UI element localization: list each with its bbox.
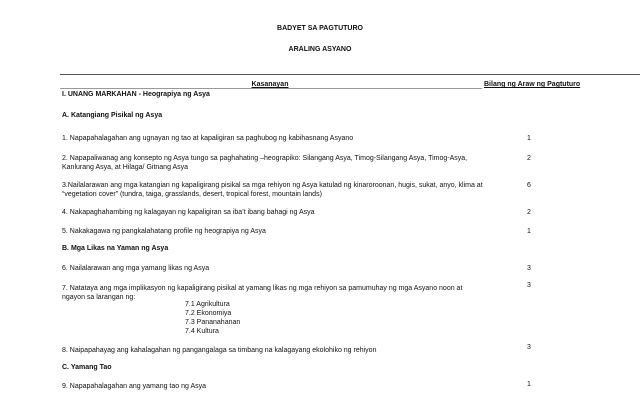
days-value: 1 [527,228,531,235]
table-top-rule [60,74,640,75]
sub-item: 7.2 Ekonomiya [185,310,232,317]
list-item-continued: “vegetation cover” (tundra, taiga, grasslands, desert, tropical forest, mountain lands) [62,191,322,198]
list-item: 4. Nakapaghahambing ng kalagayan ng kapaligiran sa iba’t ibang bahagi ng Asya [62,209,315,216]
document-subtitle: ARALING ASYANO [288,46,352,53]
list-item-continued: ngayon sa larangan ng: [62,294,136,301]
list-item: 3.Nailalarawan ang mga katangian ng kapaligirang pisikal sa mga rehiyon ng Asya katulad ng kinaroroonan, hugis, sukat, anyo, klima at [62,182,483,189]
days-value: 2 [527,209,531,216]
list-item: 6. Nailalarawan ang mga yamang likas ng Asya [62,265,210,272]
column-header-competency: Kasanayan [251,81,289,88]
list-item: 2. Napapaliwanag ang konsepto ng Asya tungo sa paghahating –heograpiko: Silangang Asya, Timog-Silangang Asya, Timog-Asya, [62,155,468,162]
section-heading-b: B. Mga Likas na Yaman ng Asya [62,245,169,252]
header-rule [60,88,482,89]
section-heading-c: C. Yamang Tao [62,364,112,371]
days-value: 2 [527,155,531,162]
days-value: 3 [527,265,531,272]
column-header-days: Bilang ng Araw ng Pagtuturo [484,81,581,88]
section-heading-a: A. Katangiang Pisikal ng Asya [62,112,163,119]
days-value: 1 [527,135,531,142]
sub-item: 7.3 Pananahanan [185,319,241,326]
list-item-continued: Kanlurang Asya, at Hilaga/ Gitnang Asya [62,164,189,171]
list-item: 5. Nakakagawa ng pangkalahatang profile ng heograpiya ng Asya [62,228,266,235]
days-value: 1 [527,381,531,388]
sub-item: 7.1 Agrikultura [185,301,230,308]
list-item: 1. Napapahalagahan ang ugnayan ng tao at kapaligiran sa paghubog ng kabihasnang Asyano [62,135,354,142]
list-item: 7. Natataya ang mga implikasyon ng kapaligirang pisikal at yamang likas ng mga rehiyon sa pamumuhay ng mga Asyano noon at [62,285,463,292]
days-value: 3 [527,344,531,351]
quarter-heading: I. UNANG MARKAHAN - Heograpiya ng Asya [62,91,210,98]
days-value: 6 [527,182,531,189]
sub-item: 7.4 Kultura [185,328,219,335]
list-item: 9. Napapahalagahan ang yamang tao ng Asya [62,383,207,390]
days-value: 3 [527,282,531,289]
document-title: BADYET SA PAGTUTURO [277,25,363,32]
list-item: 8. Naipapahayag ang kahalagahan ng pangangalaga sa timbang na kalagayang ekolohiko ng rehiyon [62,347,377,354]
